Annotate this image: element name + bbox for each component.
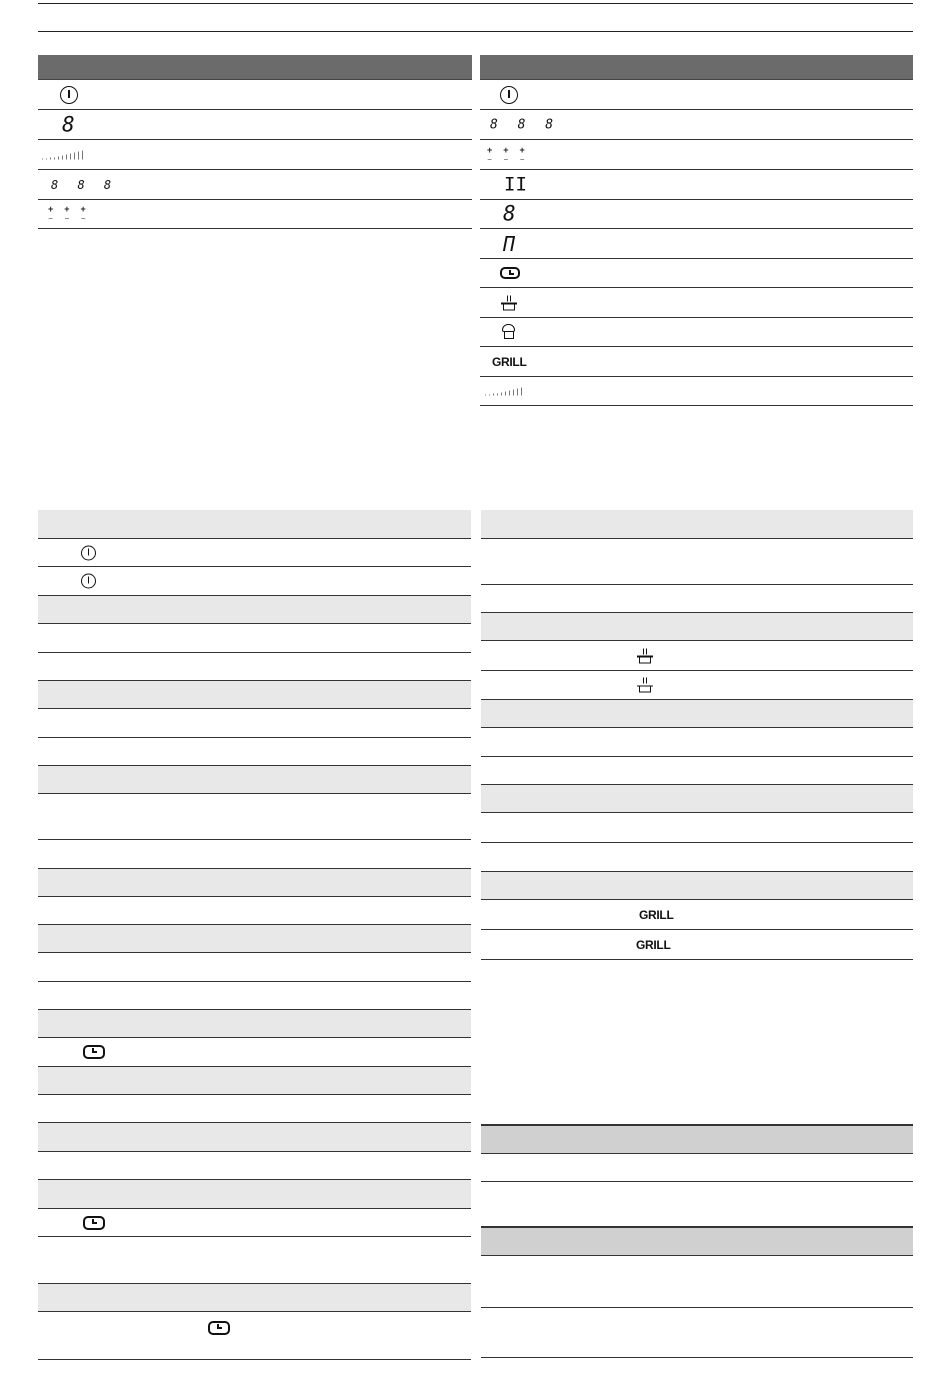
left-controls-table <box>38 55 472 229</box>
section-header <box>38 869 471 897</box>
table-row <box>38 1038 471 1067</box>
table-row <box>481 539 913 585</box>
table-row <box>481 757 913 785</box>
table-row <box>480 259 913 288</box>
table-row <box>38 709 471 738</box>
slider-icon <box>485 387 522 396</box>
digit-display-icon: 8 <box>503 201 517 226</box>
section-header <box>481 872 913 900</box>
clock-icon <box>83 1045 105 1059</box>
table-row <box>38 653 471 681</box>
table-row <box>38 200 472 229</box>
table-row <box>38 1095 471 1123</box>
left-operations-table <box>38 510 471 1360</box>
table-row <box>481 671 913 700</box>
boost-icon: П <box>503 231 517 256</box>
right-controls-table <box>480 55 913 406</box>
grill-label: GRILL <box>639 907 674 922</box>
keep-warm-icon <box>637 648 653 663</box>
table-row <box>38 567 471 596</box>
section-header <box>38 1123 471 1152</box>
table-row <box>38 624 471 653</box>
grill-label: GRILL <box>636 937 671 952</box>
table-row <box>480 288 913 318</box>
table-row <box>38 794 471 840</box>
pause-icon: II <box>504 173 527 195</box>
table-row <box>481 930 913 960</box>
table-row <box>38 897 471 925</box>
section-header <box>38 681 471 709</box>
table-row <box>481 1154 913 1182</box>
table-row <box>38 140 472 170</box>
section-header <box>38 1180 471 1209</box>
table-row <box>480 80 913 110</box>
section-header <box>38 1010 471 1038</box>
power-icon <box>500 86 518 104</box>
power-icon <box>60 86 78 104</box>
section-header <box>481 510 913 539</box>
table-row <box>480 318 913 347</box>
table-row <box>38 953 471 982</box>
right-operations-table <box>481 510 913 960</box>
triple-display-icon: 8 8 8 <box>51 177 118 192</box>
grill-label: GRILL <box>492 354 527 369</box>
slider-icon <box>42 150 83 159</box>
section-header <box>38 1067 471 1095</box>
table-row <box>481 728 913 757</box>
table-row <box>480 347 913 377</box>
top-rule <box>38 3 913 4</box>
clock-icon <box>208 1321 230 1335</box>
table-row <box>38 1237 471 1284</box>
section-header <box>481 1226 913 1256</box>
keep-warm-icon <box>501 295 517 310</box>
table-row <box>38 80 472 110</box>
table-row <box>38 1312 471 1360</box>
table-row <box>480 140 913 170</box>
table-row <box>480 229 913 259</box>
section-header <box>481 700 913 728</box>
table-header <box>480 55 913 80</box>
section-header <box>38 925 471 953</box>
table-row <box>481 585 913 613</box>
table-row <box>481 1308 913 1358</box>
table-row <box>481 1256 913 1308</box>
plus-minus-icon: + – + – + – <box>48 204 86 222</box>
table-row <box>38 738 471 766</box>
clock-icon <box>500 267 520 279</box>
table-row <box>38 982 471 1010</box>
clock-icon <box>83 1216 105 1230</box>
table-row <box>38 539 471 567</box>
section-header <box>481 613 913 641</box>
table-row <box>38 170 472 200</box>
digit-display-icon: 8 <box>62 112 76 136</box>
table-row <box>481 843 913 872</box>
triple-display-icon: 8 8 8 <box>490 117 560 132</box>
section-header <box>38 596 471 624</box>
power-icon <box>81 574 96 589</box>
table-row <box>481 1182 913 1226</box>
table-row <box>481 813 913 843</box>
section-header <box>38 1284 471 1312</box>
table-row <box>38 1152 471 1180</box>
table-header <box>38 55 472 80</box>
table-row <box>480 200 913 229</box>
power-icon <box>81 545 96 560</box>
right-notes-table <box>481 1124 913 1358</box>
section-header <box>38 766 471 794</box>
table-row <box>481 641 913 671</box>
table-row <box>480 377 913 406</box>
chef-icon <box>501 324 517 340</box>
table-row <box>480 170 913 200</box>
plus-minus-icon: + – + – + – <box>487 144 525 163</box>
table-row <box>481 900 913 930</box>
section-header <box>481 785 913 813</box>
section-header <box>481 1124 913 1154</box>
header-rule <box>38 31 913 32</box>
section-header <box>38 510 471 539</box>
keep-warm-icon <box>637 678 653 693</box>
table-row <box>38 840 471 869</box>
table-row <box>480 110 913 140</box>
table-row <box>38 110 472 140</box>
table-row <box>38 1209 471 1237</box>
